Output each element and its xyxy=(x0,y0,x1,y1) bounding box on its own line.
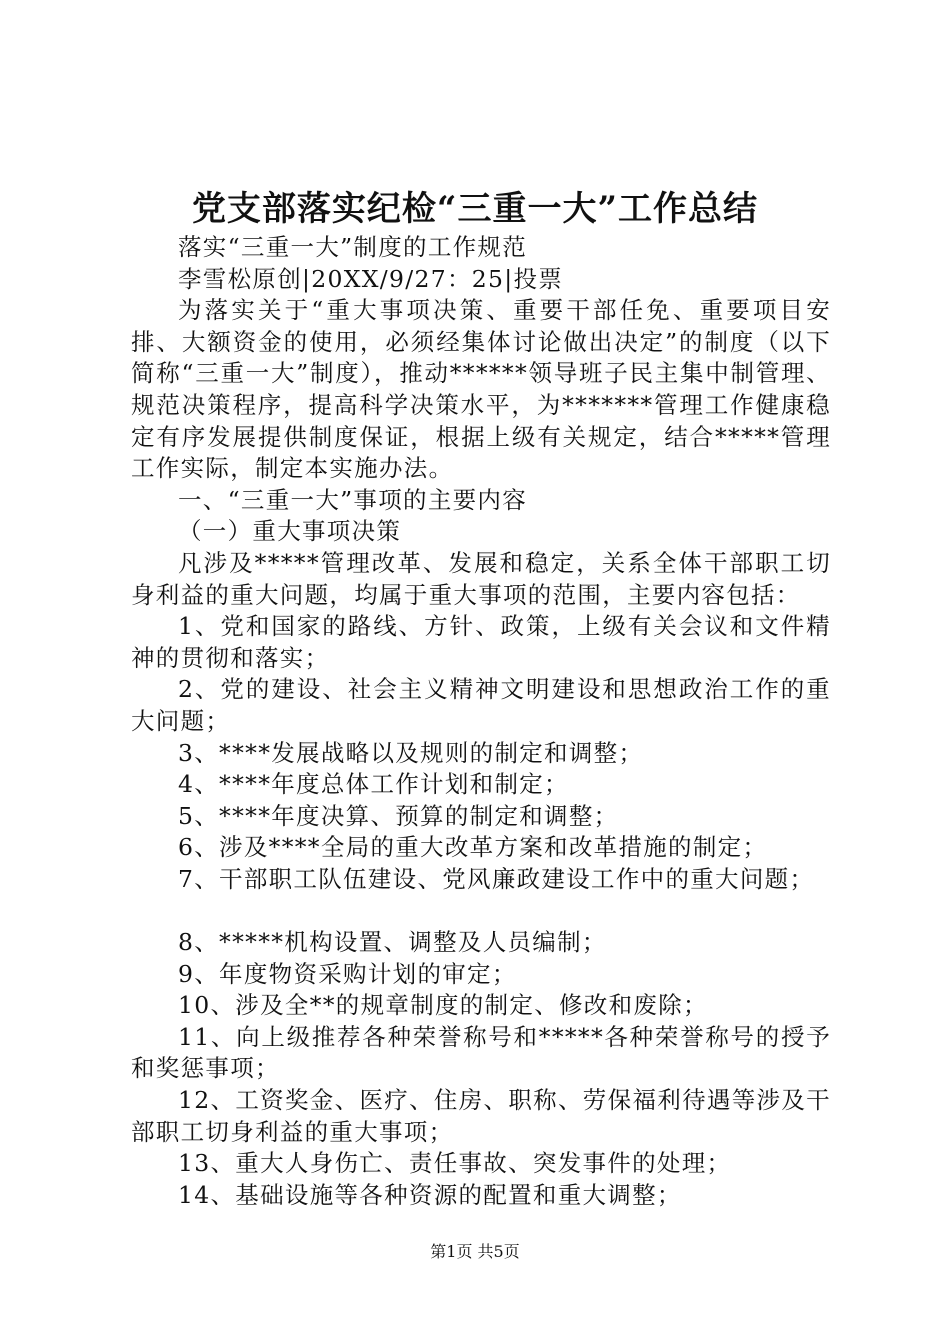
subtitle-paragraph: 落实“三重一大”制度的工作规范 xyxy=(178,233,528,261)
list-item: 1、党和国家的路线、方针、政策，上级有关会议和文件精神的贯彻和落实； xyxy=(131,612,831,672)
body-paragraph: 凡涉及*****管理改革、发展和稳定，关系全体干部职工切身利益的重大问题，均属于重大事项的范围，主要内容包括： xyxy=(131,548,831,609)
list-item: 3、****发展战略以及规则的制定和调整； xyxy=(178,738,644,767)
list-item: 11、向上级推荐各种荣誉称号和*****各种荣誉称号的授予和奖惩事项； xyxy=(131,1022,831,1083)
list-item: 13、重大人身伤亡、责任事故、突发事件的处理； xyxy=(178,1149,732,1178)
list-item: 9、年度物资采购计划的审定； xyxy=(178,959,517,988)
list-item: 14、基础设施等各种资源的配置和重大调整； xyxy=(178,1180,682,1209)
list-item: 4、****年度总体工作计划和制定； xyxy=(178,770,569,799)
section-heading: 一、“三重一大”事项的主要内容 xyxy=(178,485,528,514)
list-item: 12、工资奖金、医疗、住房、职称、劳保福利待遇等涉及干部职工切身利益的重大事项； xyxy=(131,1086,831,1146)
intro-paragraph: 为落实关于“重大事项决策、重要干部任免、重要项目安排、大额资金的使用，必须经集体讨论做出决定”的制度（以下简称“三重一大”制度），推动******领导班子民主集中制管理、规范决策程序，提高科学决策水平，为*******管理工作健康稳定有序发展提供制度保证，根据上级有关规定，结合*****管理工作实际，制定本实施办法。 xyxy=(131,296,831,483)
document-body xyxy=(131,232,831,1211)
author-line: 李雪松原创|20XX/9/27：25|投票 xyxy=(178,264,564,293)
list-item: 7、干部职工队伍建设、党风廉政建设工作中的重大问题； xyxy=(178,864,815,893)
list-item: 2、党的建设、社会主义精神文明建设和思想政治工作的重大问题； xyxy=(131,675,831,735)
document-title: 党支部落实纪检“三重一大”工作总结 xyxy=(191,189,759,229)
list-item: 5、****年度决算、预算的制定和调整； xyxy=(178,801,619,830)
subsection-heading: （一）重大事项决策 xyxy=(178,517,402,546)
list-item: 8、*****机构设置、调整及人员编制； xyxy=(178,928,607,957)
list-item: 6、涉及****全局的重大改革方案和改革措施的制定； xyxy=(178,833,768,862)
list-item: 10、涉及全**的规章制度的制定、修改和废除； xyxy=(178,991,708,1020)
page-footer: 第1页 共5页 xyxy=(430,1242,520,1261)
